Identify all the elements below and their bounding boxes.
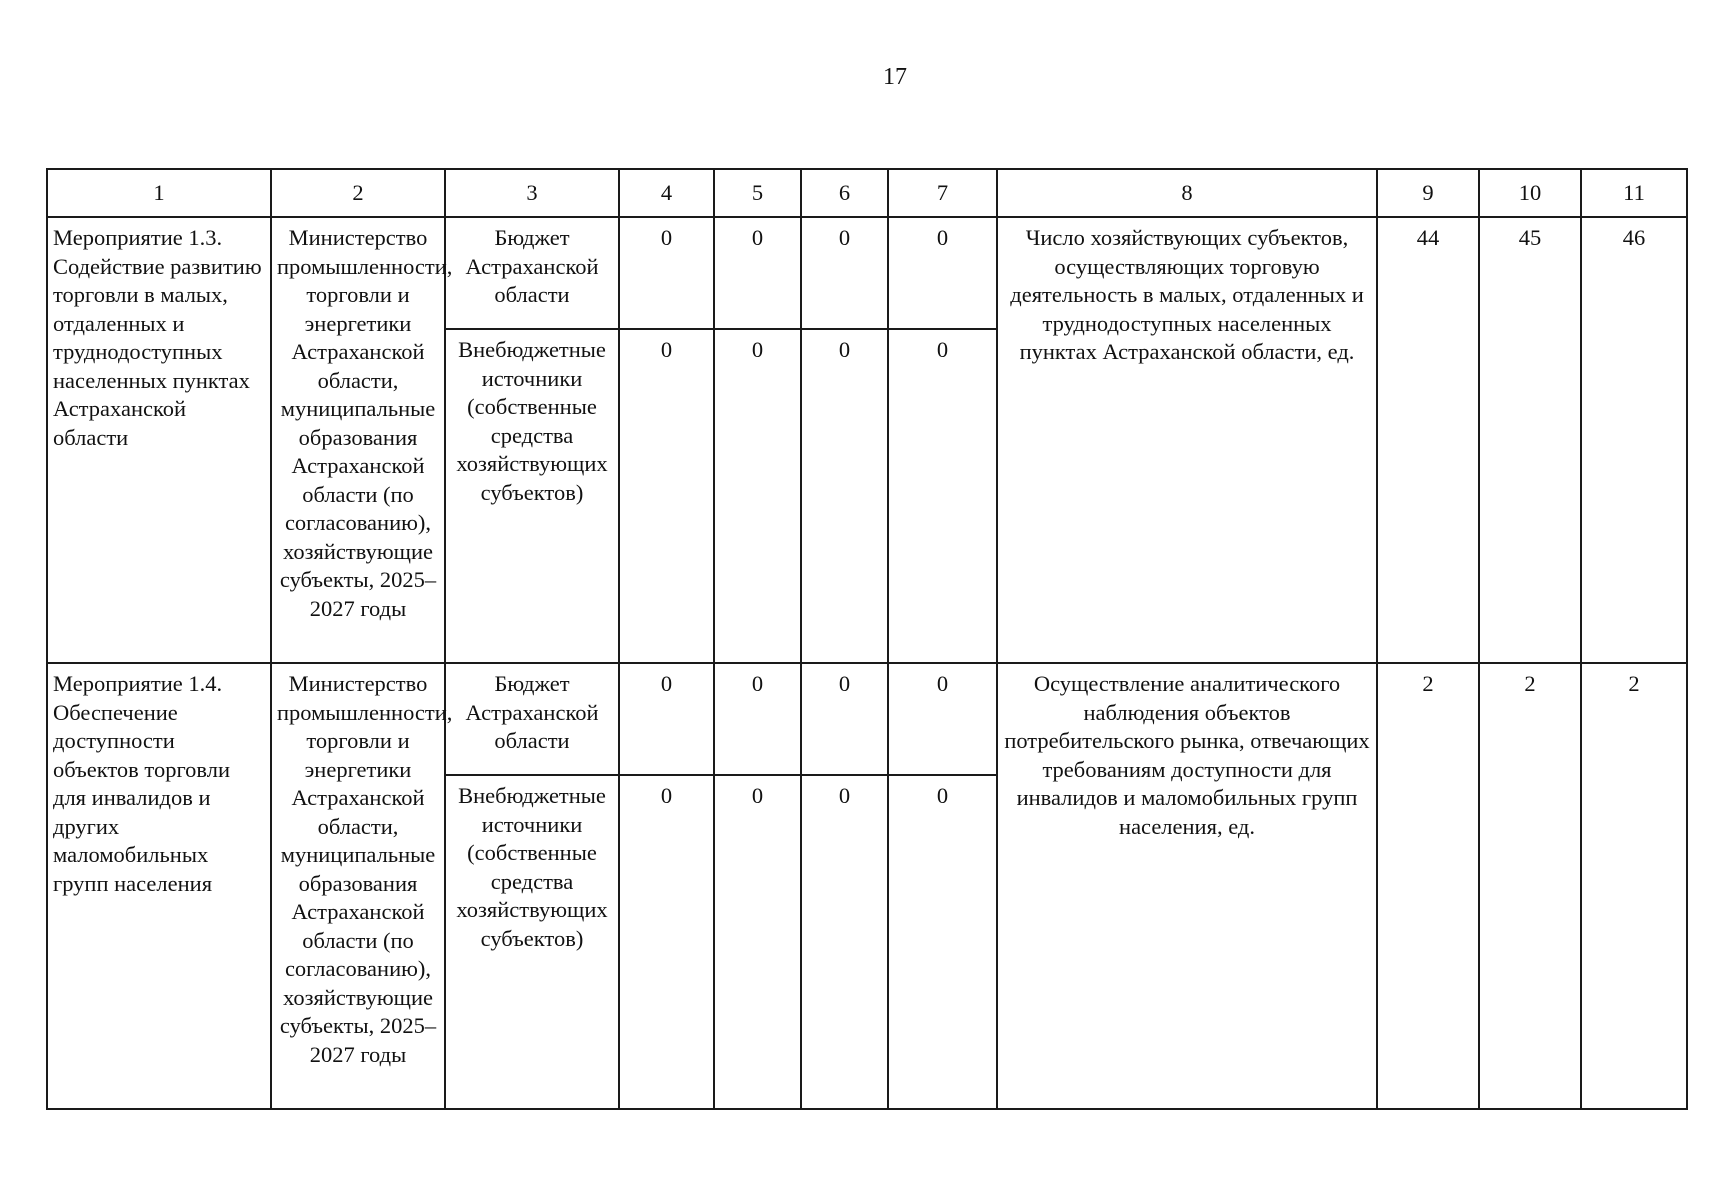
column-number: 10 xyxy=(1479,169,1581,217)
indicator-value-cell: 44 xyxy=(1377,217,1479,663)
event-cell: Мероприятие 1.3. Содействие развитию торговли в малых, отдаленных и труднодоступных населенных пунктах Астраханской области xyxy=(47,217,271,663)
funding-value-cell: 0 xyxy=(801,329,888,663)
column-number: 9 xyxy=(1377,169,1479,217)
column-number: 1 xyxy=(47,169,271,217)
funding-source-cell: Бюджет Астраханской области xyxy=(445,217,619,329)
funding-value-cell: 0 xyxy=(888,775,997,1109)
indicator-cell: Число хозяйствующих субъектов, осуществляющих торговую деятельность в малых, отдаленных и труднодоступных населенных пунктах Астраханской области, ед. xyxy=(997,217,1377,663)
funding-value-cell: 0 xyxy=(619,329,714,663)
column-number: 7 xyxy=(888,169,997,217)
column-number: 8 xyxy=(997,169,1377,217)
column-number-row xyxy=(47,169,1687,217)
executor-cell: Министерство промышленности, торговли и энергетики Астраханской области, муниципальные образования Астраханской области (по согласованию), хозяйствующие субъекты, 2025–2027 годы xyxy=(271,663,445,1109)
column-number: 2 xyxy=(271,169,445,217)
page-number: 17 xyxy=(883,64,907,90)
funding-value-cell: 0 xyxy=(714,663,801,775)
column-number: 6 xyxy=(801,169,888,217)
funding-value-cell: 0 xyxy=(714,217,801,329)
funding-value-cell: 0 xyxy=(888,217,997,329)
column-number: 11 xyxy=(1581,169,1687,217)
funding-value-cell: 0 xyxy=(619,217,714,329)
funding-value-cell: 0 xyxy=(801,775,888,1109)
indicator-cell: Осуществление аналитического наблюдения объектов потребительского рынка, отвечающих требованиям доступности для инвалидов и маломобильных групп населения, ед. xyxy=(997,663,1377,1109)
program-table xyxy=(46,168,1688,1110)
indicator-value-cell: 2 xyxy=(1377,663,1479,1109)
column-number: 5 xyxy=(714,169,801,217)
funding-value-cell: 0 xyxy=(888,329,997,663)
table-row xyxy=(47,663,1687,775)
funding-source-cell: Бюджет Астраханской области xyxy=(445,663,619,775)
funding-value-cell: 0 xyxy=(619,775,714,1109)
funding-value-cell: 0 xyxy=(714,329,801,663)
event-cell: Мероприятие 1.4. Обеспечение доступности объектов торговли для инвалидов и других маломобильных групп населения xyxy=(47,663,271,1109)
funding-value-cell: 0 xyxy=(801,217,888,329)
indicator-value-cell: 46 xyxy=(1581,217,1687,663)
funding-value-cell: 0 xyxy=(714,775,801,1109)
table-row xyxy=(47,217,1687,329)
indicator-value-cell: 2 xyxy=(1479,663,1581,1109)
column-number: 3 xyxy=(445,169,619,217)
funding-value-cell: 0 xyxy=(619,663,714,775)
funding-source-cell: Внебюджетные источники (собственные средства хозяйствующих субъектов) xyxy=(445,775,619,1109)
executor-cell: Министерство промышленности, торговли и энергетики Астраханской области, муниципальные образования Астраханской области (по согласованию), хозяйствующие субъекты, 2025–2027 годы xyxy=(271,217,445,663)
funding-value-cell: 0 xyxy=(888,663,997,775)
indicator-value-cell: 45 xyxy=(1479,217,1581,663)
funding-source-cell: Внебюджетные источники (собственные средства хозяйствующих субъектов) xyxy=(445,329,619,663)
indicator-value-cell: 2 xyxy=(1581,663,1687,1109)
funding-value-cell: 0 xyxy=(801,663,888,775)
column-number: 4 xyxy=(619,169,714,217)
